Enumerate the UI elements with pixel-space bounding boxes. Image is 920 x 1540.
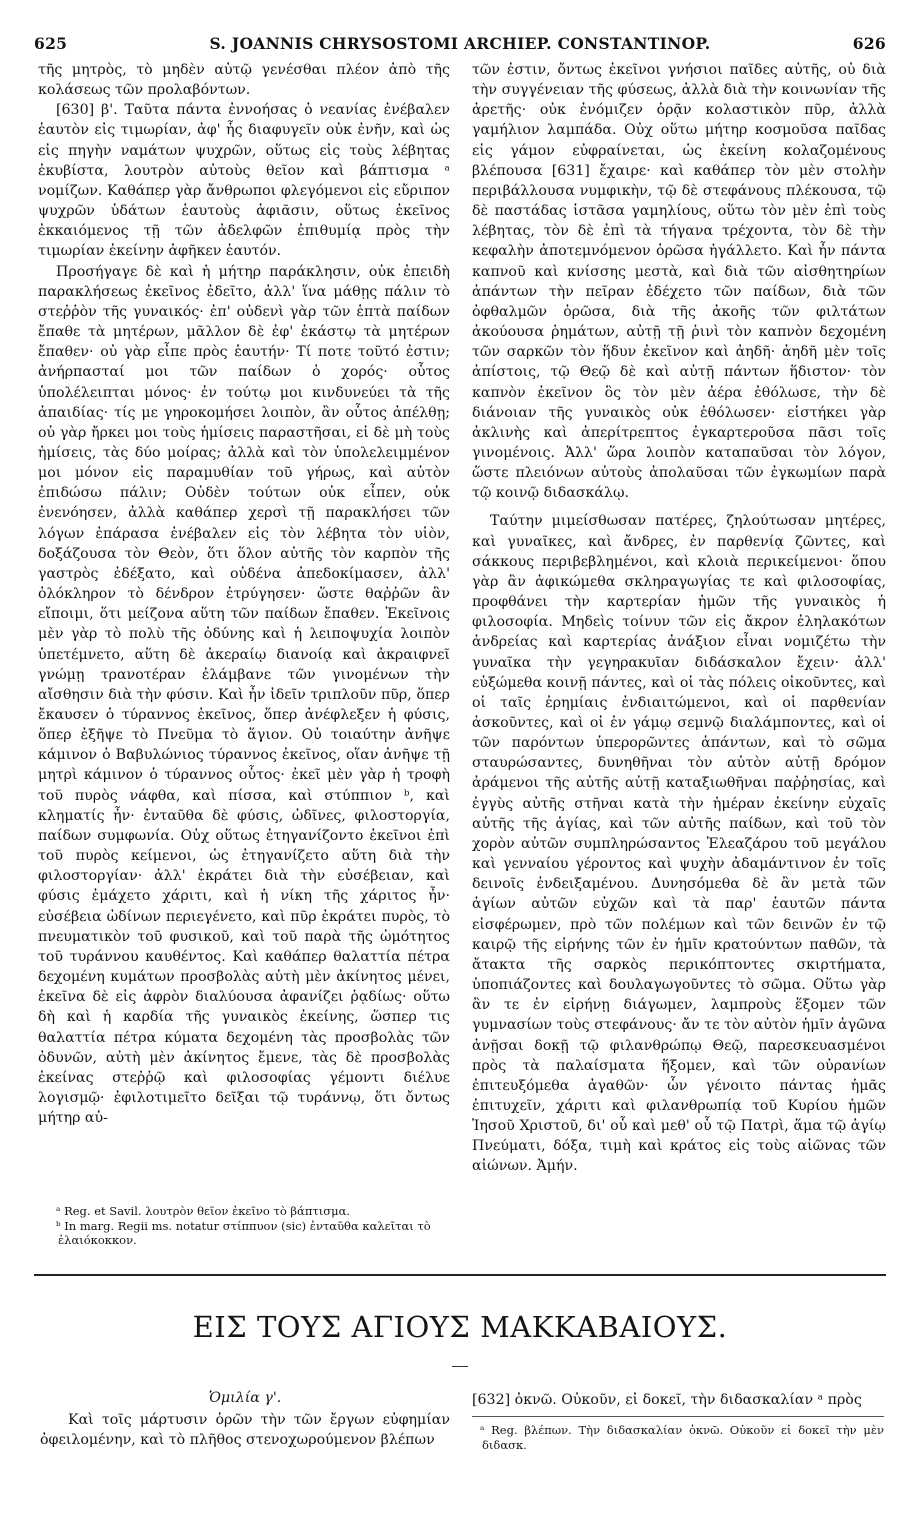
footnote-rule xyxy=(472,1416,884,1417)
homily-label: Ὁμιλία γ'. xyxy=(208,1390,282,1406)
right-text-column xyxy=(472,60,886,1206)
homily-left-column xyxy=(40,1388,450,1450)
title-dash xyxy=(452,1366,468,1367)
page-number-right: 626 xyxy=(852,34,886,53)
left-text-column xyxy=(38,60,450,1196)
paragraph: τῆς μητρὸς, τὸ μηδὲν αὐτῷ γενέσθαι πλέον ἀπὸ τῆς κολάσεως τῶν προλαβόντων. xyxy=(38,62,450,99)
left-footnotes xyxy=(48,1204,452,1248)
page-number-left: 625 xyxy=(34,34,68,53)
section-title: ΕΙΣ ΤΟΥΣ ΑΓΙΟΥΣ ΜΑΚΚΑΒΑΙΟΥΣ. xyxy=(192,1310,728,1344)
footnote: ᵇ In marg. Regii ms. notatur στίππυον (sic) ἐνταῦθα καλεῖται τὸ ἐλαιόκοκκον. xyxy=(56,1218,431,1247)
paragraph: [630] β'. Ταῦτα πάντα ἐννοήσας ὁ νεανίας ἐνέβαλεν ἑαυτὸν εἰς τιμωρίαν, ἀφ' ἧς διαφυγεῖν οὐκ ἐνῆν, καὶ ὡς εἰς πηγὴν ναμάτων ψυχρῶν, οὕτως εἰς τοὺς λέβητας ἐκυβίστα, λουτρὸν αὐτοὺς θεῖον καὶ βάπτισμα ᵃ νομίζων. Καθάπερ γὰρ ἄνθρωποι φλεγόμενοι εἰς εὔριπον ψυχρῶν ὑδάτων ἑαυτοὺς ἀφιᾶσιν, οὕτως ἐκεῖνος ἐκκαιόμενος τῇ τῶν ἀδελφῶν ἐπιθυμίᾳ πρὸς τὴν τιμωρίαν ἐκείνην ἀφῆκεν ἑαυτόν. xyxy=(38,102,450,260)
paragraph: Προσήγαγε δὲ καὶ ἡ μήτηρ παράκλησιν, οὐκ ἐπειδὴ παρακλήσεως ἐκεῖνος ἐδεῖτο, ἀλλ' ἵνα μάθῃς πάλιν τὸ στεῤῥὸν τῆς γυναικός· ἐπ' οὐδενὶ γὰρ τῶν ἑπτὰ παίδων ἔπαθε τὰ μητέρων, μᾶλλον δὲ ἐφ' ἑκάστῳ τὰ μητέρων ἔπαθεν· οὐ γὰρ εἶπε πρὸς ἑαυτήν· Τί ποτε τοῦτό ἐστιν; ἀνήρπασταί μοι τῶν παίδων ὁ χορός· οὗτος ὑπολέλειπται μόνος· ἐν τούτῳ μοι κινδυνεύει τὰ τῆς ἀπαιδίας· τίς με γηροκομήσει λοιπὸν, ἂν οὗτος ἀπέλθῃ; οὐ γὰρ ἤρκει μοι τοὺς ἡμίσεις παραστῆσαι, εἰ δὲ μὴ τοὺς ἡμίσεις, τὰς δύο μοίρας; ἀλλὰ καὶ τὸν ὑπολελειμμένον μοι μόνον εἰς παραμυθίαν τοῦ γήρως, καὶ αὐτὸν ἐπιδώσω πάλιν; Οὐδὲν τούτων οὐκ εἶπεν, οὐκ ἐνενόησεν, ἀλλὰ καθάπερ χερσὶ τῇ παρακλήσει τῶν λόγων ἐπάρασα ἐνέβαλεν εἰς τὸν λέβητα τὸν υἱὸν, δοξάζουσα τὸν Θεὸν, ὅτι ὅλον αὐτῆς τὸν καρπὸν τῆς γαστρὸς ἐδέξατο, καὶ οὐδένα ἀπεδοκίμασεν, ἀλλ' ὁλόκληρον τὸ δένδρον ἐτρύγησεν· ὥστε θαῤῥῶν ἂν εἴποιμι, ὅτι μείζονα αὕτη τῶν παίδων ἔπαθεν. Ἐκεῖνοις μὲν γὰρ τὸ πολὺ τῆς ὀδύνης καὶ ἡ λειποψυχία λοιπὸν ὑπετέμνετο, αὕτη δὲ ἀκεραίῳ διανοίᾳ καὶ ἀκραιφνεῖ γνώμῃ τρανοτέραν ἐλάμβανε τῶν γινομένων τὴν αἴσθησιν διὰ τὴν φύσιν. Καὶ ἦν ἰδεῖν τριπλοῦν πῦρ, ὅπερ ἔκαυσεν ὁ τύραννος ἐκεῖνος, ὅπερ ἀνέφλεξεν ἡ φύσις, ὅπερ ἐξῆψε τὸ Πνεῦμα τὸ ἅγιον. Οὐ τοιαύτην ἀνῆψε κάμινον ὁ Βαβυλώνιος τύραννος ἐκεῖνος, οἵαν ἀνῆψε τῇ μητρὶ κάμινον ὁ τύραννος οὗτος· ἐκεῖ μὲν γὰρ ἡ τροφὴ τοῦ πυρὸς νάφθα, καὶ πίσσα, καὶ στύππιον ᵇ, καὶ κληματίς ἦν· ἐνταῦθα δὲ φύσις, ὠδῖνες, φιλοστοργία, παίδων συμφωνία. Οὐχ οὕτως ἐτηγανίζοντο ἐκεῖνοι ἐπὶ τοῦ πυρὸς κείμενοι, ὡς ἐτηγανίζετο αὕτη διὰ τὴν φιλοστοργίαν· ἀλλ' ἐκράτει διὰ τὴν εὐσέβειαν, καὶ φύσις ἐμάχετο χάριτι, καὶ ἡ νίκη τῆς χάριτος ἦν· εὐσέβεια ὠδίνων περιεγένετο, καὶ πῦρ ἐκράτει πυρὸς, τὸ πνευματικὸν τοῦ φυσικοῦ, καὶ τοῦ παρὰ τῆς ὠμότητος τοῦ τυράννου καυθέντος. Καὶ καθάπερ θαλαττία πέτρα δεχομένη κυμάτων προσβολὰς αὐτὴ μὲν ἀκίνητος μένει, ἐκεῖνα δὲ εἰς ἀφρὸν διαλύουσα ἀφανίζει ῥᾳδίως· οὕτω δὴ καὶ ἡ καρδία τῆς γυναικὸς ἐκείνης, ὥσπερ τις θαλαττία πέτρα κύματα δεχομένη τὰς προσβολὰς τῶν ὀδυνῶν, αὐτὴ μὲν ἀκίνητος ἔμενε, τὰς δὲ προσβολὰς ἐκείνας στεῤῥῷ καὶ φιλοσοφίας γέμοντι διέλυε λογισμῷ· ἐφιλοτιμεῖτο δεῖξαι τῷ τυράννῳ, ὅτι ὄντως μήτηρ αὐ- xyxy=(38,263,450,1127)
running-head xyxy=(34,34,886,56)
footnote: ᵃ Reg. βλέπων. Τὴν διδασκαλίαν ὀκνῶ. Οὐκοῦν εἰ δοκεῖ τὴν μὲν διδασκ. xyxy=(480,1423,884,1452)
homily-right-column xyxy=(472,1390,884,1452)
paragraph: Ταύτην μιμείσθωσαν πατέρες, ζηλούτωσαν μητέρες, καὶ γυναῖκες, καὶ ἄνδρες, ἐν παρθενίᾳ ζῶντες, καὶ σάκκους περιβεβλημένοι, καὶ κλοιὰ περικείμενοι· ὅπου γὰρ ἂν ἀφικώμεθα σκληραγωγίας τε καὶ φιλοσοφίας, προφθάνει τὴν καρτερίαν ἡμῶν τῆς γυναικὸς ἡ φιλοσοφία. Μηδεὶς τοίνυν τῶν εἰς ἄκρον ἐληλακότων ἀνδρείας καὶ καρτερίας ἀνάξιον εἶναι νομιζέτω τὴν γυναῖκα τὴν γεγηρακυῖαν διδάσκαλον ἔχειν· ἀλλ' εὐξώμεθα κοινῇ πάντες, καὶ οἱ τὰς πόλεις οἰκοῦντες, καὶ οἱ ταῖς ἐρημίαις ἐνδιαιτώμενοι, καὶ οἱ παρθενίαν ἀσκοῦντες, καὶ οἱ ἐν γάμῳ σεμνῷ διαλάμποντες, καὶ οἱ τῶν παρόντων ὑπερορῶντες ἁπάντων, καὶ τὸ σῶμα σταυρώσαντες, δυνηθῆναι τὸν αὐτὸν αὐτῇ δρόμον ἀράμενοι τῆς αὐτῆς αὐτῇ καταξιωθῆναι παῤῥησίας, καὶ ἐγγὺς αὐτῆς στῆναι κατὰ τὴν ἡμέραν ἐκείνην εὐχαῖς αὐτῆς τῆς ἁγίας, καὶ τῶν αὐτῆς παίδων, καὶ τοῦ τὸν χορὸν αὐτῶν συμπληρώσαντος Ἐλεαζάρου τοῦ μεγάλου καὶ γενναίου γέροντος καὶ ψυχὴν ἀδαμάντινον ἐν τοῖς δεινοῖς ἐνδειξαμένου. Δυνησόμεθα δὲ ἂν μετὰ τῶν ἁγίων αὐτῶν εὐχῶν καὶ τὰ παρ' ἑαυτῶν πάντα εἰσφέρωμεν, πρὸ τῶν πολέμων καὶ τῶν δεινῶν ἐν τῷ καιρῷ τῆς εἰρήνης τῶν ἐν ἡμῖν κρατούντων παθῶν, τὰ ἄτακτα τῆς σαρκὸς περικόπτοντες σκιρτήματα, ὑποπιάζοντες καὶ δουλαγωγοῦντες τὸ σῶμα. Οὕτω γὰρ ἂν τε ἐν εἰρήνῃ διάγωμεν, λαμπροὺς ἕξομεν τῶν γυμνασίων τοὺς στεφάνους· ἄν τε τὸν αὐτὸν ἡμῖν ἀγῶνα ἀνῇσαι δοκῇ τῷ φιλανθρώπῳ Θεῷ, παρεσκευασμένοι πρὸς τὰ παλαίσματα ἥξομεν, καὶ τῶν οὐρανίων ἐπιτευξόμεθα ἀγαθῶν· ὧν γένοιτο πάντας ἡμᾶς ἐπιτυχεῖν, χάριτι καὶ φιλανθρωπίᾳ τοῦ Κυρίου ἡμῶν Ἰησοῦ Χριστοῦ, δι' οὗ καὶ μεθ' οὗ τῷ Πατρὶ, ἅμα τῷ ἁγίῳ Πνεύματι, δόξα, τιμὴ καὶ κράτος εἰς τοὺς αἰῶνας τῶν αἰώνων. Ἀμήν. xyxy=(472,513,886,1175)
paragraph: τῶν ἐστιν, ὄντως ἐκεῖνοι γνήσιοι παῖδες αὐτῆς, οὐ διὰ τὴν συγγένειαν τῆς φύσεως, ἀλλὰ διὰ τὴν κοινωνίαν τῆς ἀρετῆς· οὐκ ἐνόμιζεν ὁρᾷν κολαστικὸν πῦρ, ἀλλὰ γαμήλιον λαμπάδα. Οὐχ οὕτω μήτηρ κοσμοῦσα παῖδας εἰς γάμον εὐφραίνεται, ὡς ἐκείνη κολαζομένους βλέπουσα [631] ἔχαιρε· καὶ καθάπερ τὸν μὲν στολὴν περιβάλλουσα νυμφικὴν, τῷ δὲ στεφάνους πλέκουσα, τῷ δὲ παστάδας ἱστᾶσα γαμηλίους, οὕτω τὸν μὲν ἐπὶ τοὺς λέβητας, τὸν δὲ ἐπὶ τὰ τήγανα τρέχοντα, τὸν δὲ τὴν κεφαλὴν ἀποτεμνόμενον ὁρῶσα ἠγάλλετο. Καὶ ἦν πάντα καπνοῦ καὶ κνίσσης μεστὰ, καὶ διὰ τῶν αἰσθητηρίων ἁπάντων τὴν πεῖραν ἐδέχετο τῶν παίδων, διὰ τῶν ὀφθαλμῶν ὁρῶσα, διὰ τῆς ἀκοῆς τῶν φιλτάτων ἀκούουσα ῥημάτων, αὐτῇ τῇ ῥινὶ τὸν καπνὸν δεχομένη τῶν σαρκῶν τὸν ἥδυν ἐκεῖνον καὶ ἀηδῆ· ἀηδῆ μὲν τοῖς ἀπίστοις, τῷ Θεῷ δὲ καὶ αὐτῇ πάντων ἥδιστον· τὸν καπνὸν ἐκεῖνον ὃς τὸν μὲν ἀέρα ἐθόλωσε, τὴν δὲ διάνοιαν τῆς γυναικὸς οὐκ ἐθόλωσεν· εἱστήκει γὰρ ἀκλινὴς καὶ ἀπερίτρεπτος ἐγκαρτεροῦσα πᾶσι τοῖς γινομένοις. Ἀλλ' ὥρα λοιπὸν καταπαῦσαι τὸν λόγον, ὥστε πλειόνων αὐτοὺς ἀπολαῦσαι τῶν ἐγκωμίων παρὰ τῷ κοινῷ διδασκάλῳ. xyxy=(472,62,886,502)
paragraph: [632] ὀκνῶ. Οὐκοῦν, εἰ δοκεῖ, τὴν διδασκαλίαν ᵃ πρὸς xyxy=(472,1392,862,1408)
paragraph: Καὶ τοῖς μάρτυσιν ὁρῶν τὴν τῶν ἔργων εὐφημίαν ὀφειλομένην, καὶ τὸ πλῆθος στενοχωρούμενον βλέπων xyxy=(40,1412,450,1448)
footnote: ᵃ Reg. et Savil. λουτρὸν θεῖον ἐκεῖνο τὸ βάπτισμα. xyxy=(56,1204,350,1218)
running-title: S. JOANNIS CHRYSOSTOMI ARCHIEP. CONSTANTINOP. xyxy=(209,34,711,53)
section-divider xyxy=(34,1274,886,1276)
